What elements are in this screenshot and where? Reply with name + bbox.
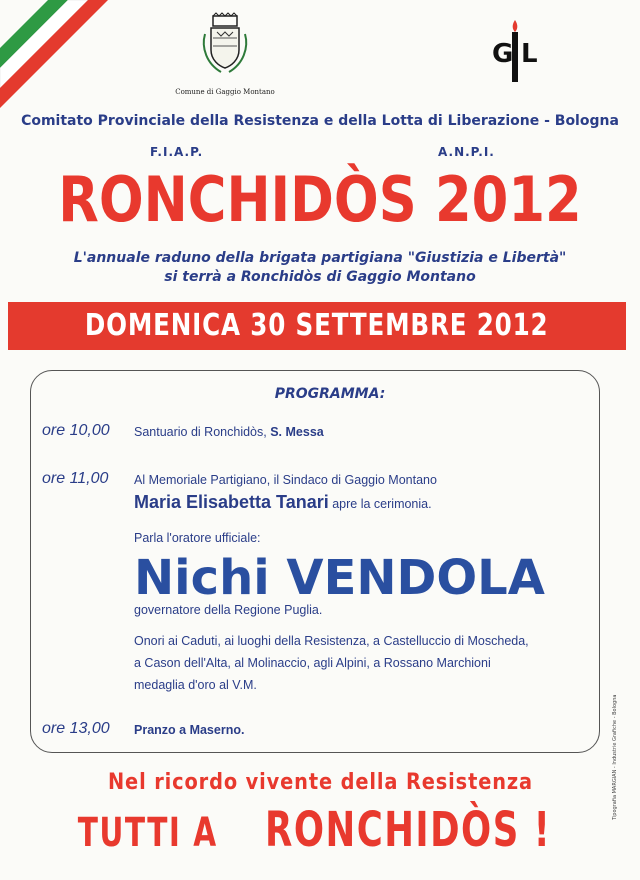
honors-line-1: Onori ai Caduti, ai luoghi della Resistenza, a Castelluccio di Moscheda, (134, 634, 529, 648)
footer-call-a: TUTTI A (77, 810, 230, 856)
speaker-name: Nichi VENDOLA (134, 550, 545, 606)
event-date: DOMENICA 30 SETTEMBRE 2012 (85, 308, 549, 343)
svg-text:G: G (492, 39, 514, 69)
intro-text (0, 249, 640, 287)
left-logo-caption: Comune di Gaggio Montano (175, 88, 275, 96)
time-1300: ore 13,00 (42, 720, 110, 737)
program-title: PROGRAMMA: (274, 386, 386, 402)
honors-line-3: medaglia d'oro al V.M. (134, 678, 257, 692)
gaggio-montano-crest (175, 12, 275, 96)
footer-call-b: RONCHIDÒS ! (265, 802, 552, 858)
committee-name: Comitato Provinciale della Resistenza e della Lotta di Liberazione - Bologna (21, 113, 619, 129)
program-item-memorial: Al Memoriale Partigiano, il Sindaco di Gaggio Montano (134, 473, 437, 487)
coat-of-arms-icon (195, 12, 255, 80)
speaker-intro: Parla l'oratore ufficiale: (134, 531, 261, 545)
footer-slogan-text: Nel ricordo vivente della Resistenza (107, 770, 533, 795)
time-1000: ore 10,00 (42, 422, 110, 439)
giustizia-liberta-logo (490, 18, 540, 88)
footer-call-text (65, 798, 574, 865)
printer-credit: Tipografia MARGIAN - Industrie Grafiche - Bologna (612, 694, 618, 820)
org-fiap: F.I.A.P. (150, 145, 204, 159)
program-item-mass (134, 425, 324, 439)
intro-line-1: L'annuale raduno della brigata partigiana "Giustizia e Libertà" (73, 250, 567, 266)
event-title: RONCHIDÒS 2012 (58, 163, 582, 236)
program-item-lunch: Pranzo a Maserno. (134, 723, 245, 737)
mayor-name: Maria Elisabetta Tanari (134, 492, 329, 512)
svg-text:L: L (521, 39, 538, 69)
mayor-line (134, 492, 432, 513)
italian-flag-stripes (0, 0, 120, 120)
date-banner (8, 302, 626, 350)
footer-slogan (0, 770, 640, 795)
mayor-suffix: apre la cerimonia. (332, 497, 432, 511)
time-1100: ore 11,00 (42, 470, 109, 487)
org-anpi: A.N.P.I. (438, 145, 495, 159)
speaker-role: governatore della Regione Puglia. (134, 603, 323, 617)
footer-call (0, 798, 640, 865)
honors-line-2: a Cason dell'Alta, al Molinaccio, agli Alpini, a Rossano Marchioni (134, 656, 491, 670)
intro-line-2: si terrà a Ronchidòs di Gaggio Montano (164, 269, 476, 285)
item-text: Santuario di Ronchidòs, (134, 425, 267, 439)
item-bold: S. Messa (270, 425, 324, 439)
